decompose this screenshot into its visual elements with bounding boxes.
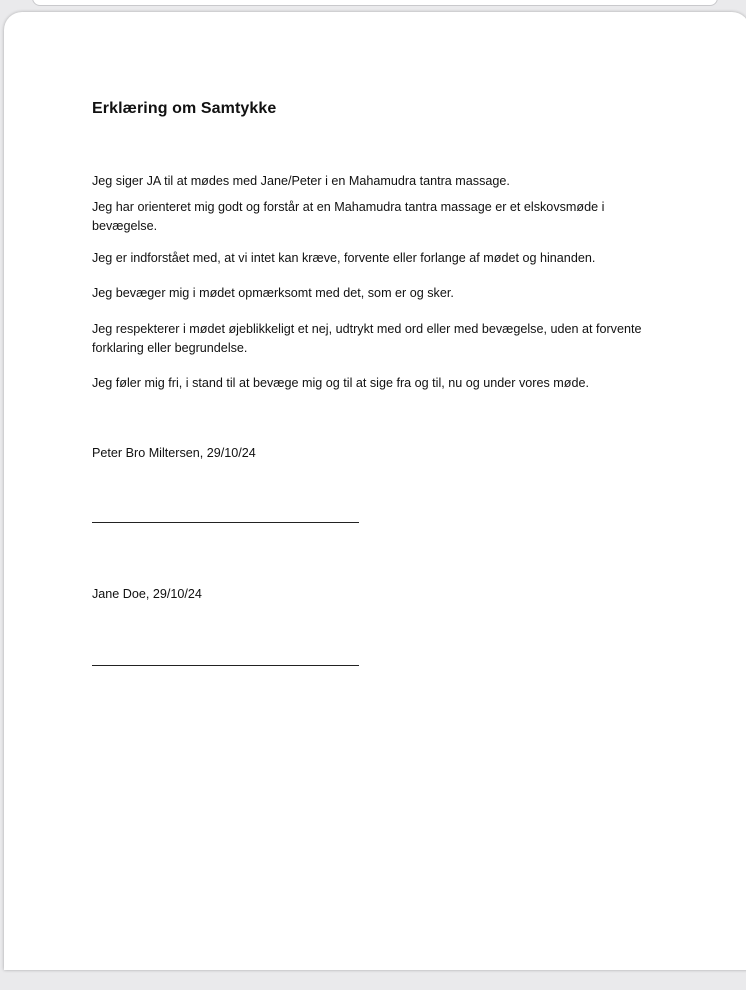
signature-line-1 — [92, 522, 359, 523]
consent-paragraph-6: Jeg føler mig fri, i stand til at bevæge mig og til at sige fra og til, nu og under vores møde. — [92, 376, 589, 390]
consent-paragraph-5: Jeg respekterer i mødet øjeblikkeligt et nej, udtrykt med ord eller med bevægelse, uden at forvente forklaring eller begrundelse. — [92, 322, 642, 355]
consent-paragraph-2: Jeg har orienteret mig godt og forstår at en Mahamudra tantra massage er et elskovsmøde i bevægelse. — [92, 200, 605, 233]
consent-paragraph-3: Jeg er indforstået med, at vi intet kan kræve, forvente eller forlange af mødet og hinanden. — [92, 251, 596, 265]
document-title: Erklæring om Samtykke — [92, 100, 277, 117]
signature-name-date-2: Jane Doe, 29/10/24 — [92, 587, 202, 601]
consent-paragraph-4: Jeg bevæger mig i mødet opmærksomt med det, som er og sker. — [92, 286, 454, 300]
signature-name-date-1: Peter Bro Miltersen, 29/10/24 — [92, 446, 256, 460]
document-page — [4, 12, 746, 970]
background-page-edge — [32, 0, 718, 6]
signature-line-2 — [92, 665, 359, 666]
consent-paragraph-1: Jeg siger JA til at mødes med Jane/Peter i en Mahamudra tantra massage. — [92, 174, 510, 188]
